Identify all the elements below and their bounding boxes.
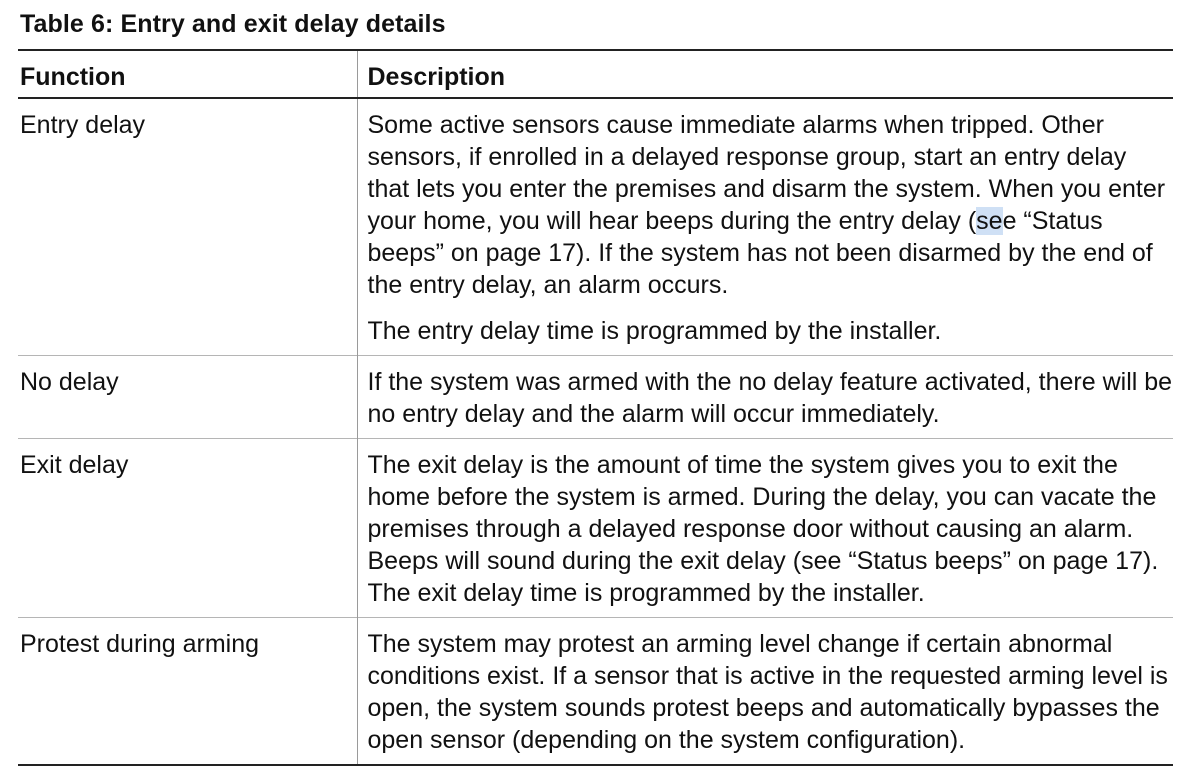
function-cell: No delay [18,356,357,439]
table-row-protest-during-arming [18,618,1173,766]
function-cell: Exit delay [18,439,357,618]
table-header-row [18,50,1173,98]
description-paragraph: The exit delay is the amount of time the system gives you to exit the home before the system is armed. During the delay, you can vacate the premises through a delayed response door without causing an alarm. Beeps will sound during the exit delay (see “Status beeps” on page 17). The exit delay time is programmed by the installer. [367,451,1159,607]
table-row-exit-delay [18,439,1173,618]
text-run: Some active sensors cause immediate alarms when tripped. Other sensors, if enrolled in a delayed response group, start an entry delay that lets you enter the premises and disarm the system. When you enter your home, you will hear beeps during the entry delay ( [367,111,1166,235]
text-run: e “Status beeps” on page 17). If the system has not been disarmed by the end of the entry delay, an alarm occurs. [367,207,1153,299]
function-cell: Protest during arming [18,618,357,766]
description-paragraph: The system may protest an arming level change if certain abnormal conditions exist. If a sensor that is active in the requested arming level is open, the system sounds protest beeps and automatically bypasses the open sensor (depending on the system configuration). [367,630,1168,754]
description-cell [357,98,1173,356]
description-paragraph: If the system was armed with the no delay feature activated, there will be no entry delay and the alarm will occur immediately. [367,368,1173,428]
description-paragraph: The entry delay time is programmed by the installer. [367,317,942,345]
header-description: Description [367,63,506,91]
text-selection-highlight[interactable]: se [976,207,1003,235]
table-row-no-delay [18,356,1173,439]
header-function: Function [18,50,357,98]
table-row-entry-delay [18,98,1173,356]
table-caption: Table 6: Entry and exit delay details [20,10,446,38]
description-cell [357,356,1173,439]
description-cell [357,618,1173,766]
function-cell: Entry delay [18,98,357,356]
delay-details-table [18,49,1173,766]
description-cell [357,439,1173,618]
description-paragraph [368,109,1174,301]
